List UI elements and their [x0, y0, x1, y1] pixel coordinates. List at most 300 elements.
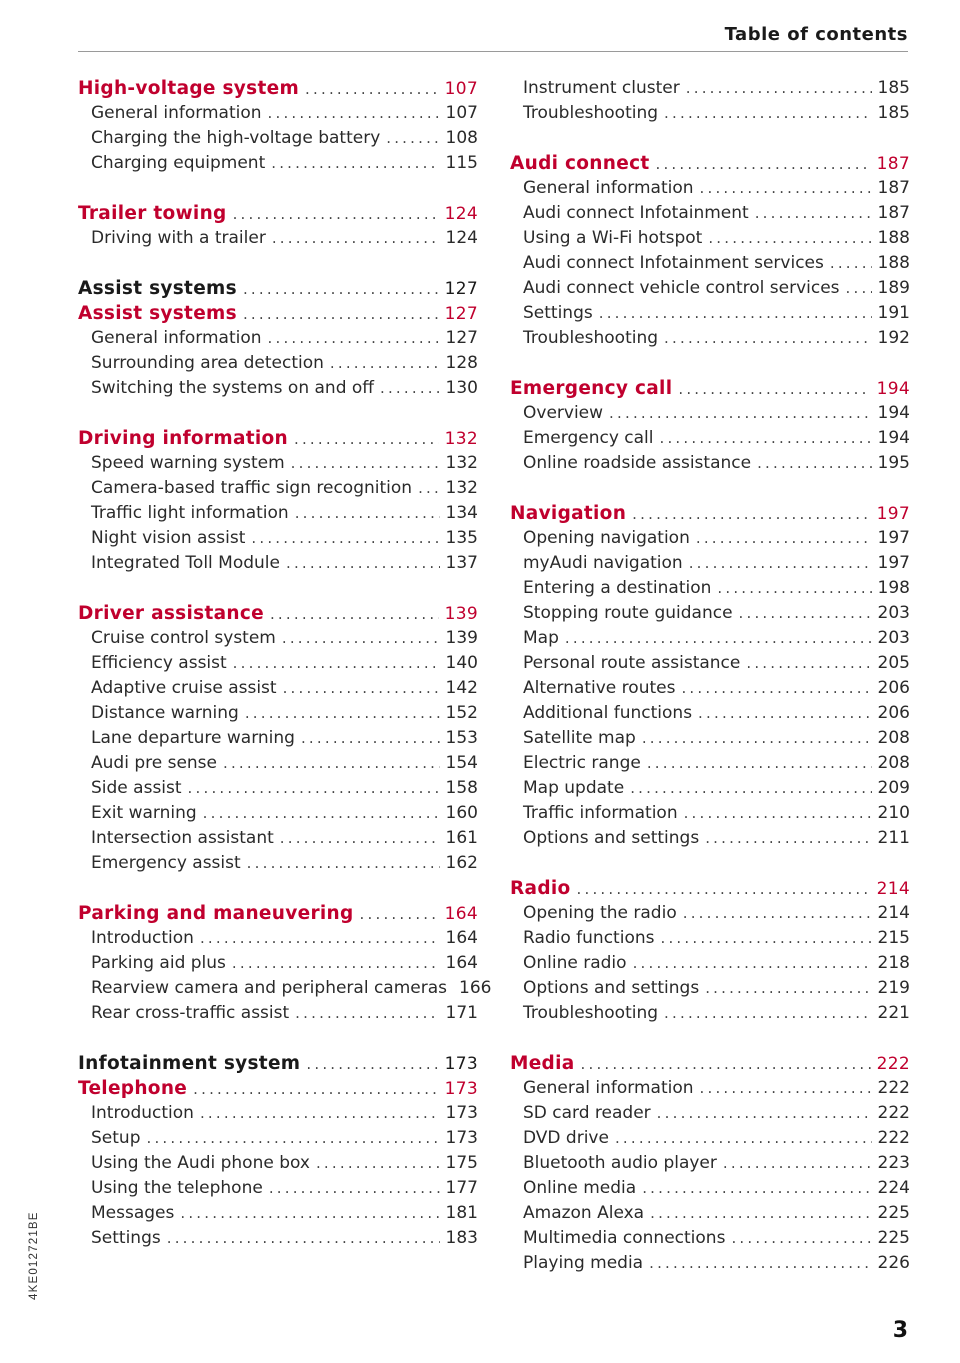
toc-entry[interactable]: [510, 101, 910, 126]
dot-leader: [180, 1201, 439, 1226]
toc-page-number: 127: [444, 304, 478, 324]
dot-leader: [291, 451, 440, 476]
toc-entry[interactable]: [78, 1126, 478, 1151]
toc-entry-label: Traffic light information: [91, 503, 289, 523]
toc-entry[interactable]: [510, 901, 910, 926]
toc-entry-label: Instrument cluster: [523, 78, 680, 98]
dot-leader: [705, 826, 871, 851]
dot-leader: [245, 701, 440, 726]
toc-entry-label: Emergency assist: [91, 853, 241, 873]
section-spacer: [510, 476, 910, 501]
dot-leader: [418, 476, 439, 501]
toc-page-number: 214: [877, 903, 910, 923]
toc-entry-label: Lane departure warning: [91, 728, 295, 748]
toc-entry[interactable]: [78, 651, 478, 676]
toc-entry[interactable]: [78, 626, 478, 651]
toc-entry-label: Additional functions: [523, 703, 693, 723]
toc-page-number: 222: [877, 1078, 910, 1098]
toc-entry[interactable]: [78, 676, 478, 701]
dot-leader: [306, 1052, 438, 1077]
toc-entry-label: Radio functions: [523, 928, 655, 948]
toc-page-number: 137: [445, 553, 478, 573]
toc-page-number: 177: [445, 1178, 478, 1198]
toc-entry[interactable]: [78, 476, 478, 501]
toc-entry-label: Opening navigation: [523, 528, 690, 548]
toc-page-number: 132: [444, 429, 478, 449]
toc-section-heading[interactable]: [510, 151, 910, 176]
toc-entry-label: Amazon Alexa: [523, 1203, 645, 1223]
toc-entry[interactable]: [78, 101, 478, 126]
toc-entry-label: Online media: [523, 1178, 637, 1198]
toc-page-number: 188: [877, 253, 910, 273]
toc-entry-label: Troubleshooting: [523, 103, 659, 123]
section-spacer: [78, 876, 478, 901]
toc-entry-label: Adaptive cruise assist: [91, 678, 277, 698]
dot-leader: [200, 926, 440, 951]
toc-entry[interactable]: [510, 726, 910, 751]
dot-leader: [305, 77, 439, 102]
dot-leader: [283, 676, 440, 701]
toc-page-number: 185: [877, 78, 910, 98]
toc-page-number: 185: [877, 103, 910, 123]
toc-page-number: 208: [877, 753, 910, 773]
toc-page-number: 222: [877, 1103, 910, 1123]
dot-leader: [650, 1201, 871, 1226]
toc-page-number: 197: [876, 504, 910, 524]
dot-leader: [664, 326, 872, 351]
toc-entry-label: Audi connect vehicle control services: [523, 278, 840, 298]
toc-page-number: 195: [877, 453, 910, 473]
toc-page-number: 194: [876, 379, 910, 399]
dot-leader: [700, 1076, 872, 1101]
toc-page-number: 191: [877, 303, 910, 323]
toc-section-heading[interactable]: [78, 301, 478, 326]
dot-leader: [233, 202, 439, 227]
toc-entry[interactable]: [510, 1201, 910, 1226]
dot-leader: [660, 926, 871, 951]
dot-leader: [684, 801, 872, 826]
toc-entry[interactable]: [78, 926, 478, 951]
dot-leader: [633, 951, 872, 976]
toc-entry-label: SD card reader: [523, 1103, 651, 1123]
toc-entry-label: Playing media: [523, 1253, 644, 1273]
toc-page-number: 161: [445, 828, 478, 848]
dot-leader: [233, 651, 440, 676]
toc-entry-label: Online roadside assistance: [523, 453, 752, 473]
toc-entry[interactable]: [510, 826, 910, 851]
dot-leader: [731, 1226, 871, 1251]
toc-entry-label: Entering a destination: [523, 578, 712, 598]
section-spacer: [78, 401, 478, 426]
toc-entry[interactable]: [510, 451, 910, 476]
toc-section-heading[interactable]: [510, 501, 910, 526]
dot-leader: [272, 226, 440, 251]
toc-entry-label: Audi connect Infotainment: [523, 203, 749, 223]
toc-page-number: 194: [877, 428, 910, 448]
toc-entry[interactable]: [78, 226, 478, 251]
toc-entry-label: Night vision assist: [91, 528, 246, 548]
toc-section-heading[interactable]: [510, 1051, 910, 1076]
dot-leader: [686, 76, 872, 101]
toc-entry[interactable]: [78, 1001, 478, 1026]
toc-page-number: 187: [877, 203, 910, 223]
toc-page-number: 214: [876, 879, 910, 899]
toc-entry-label: Bluetooth audio player: [523, 1153, 717, 1173]
toc-entry-label: Assist systems: [78, 303, 237, 324]
toc-entry-label: High-voltage system: [78, 78, 300, 99]
toc-entry-label: Distance warning: [91, 703, 239, 723]
toc-section-heading[interactable]: [78, 901, 478, 926]
toc-entry[interactable]: [78, 551, 478, 576]
toc-section-heading[interactable]: [78, 1076, 478, 1101]
dot-leader: [683, 901, 872, 926]
toc-page-number: 219: [877, 978, 910, 998]
toc-entry-label: Personal route assistance: [523, 653, 741, 673]
toc-page-number: 132: [445, 453, 478, 473]
toc-page-number: 211: [877, 828, 910, 848]
toc-section-heading[interactable]: [78, 276, 478, 301]
toc-entry-label: Troubleshooting: [523, 1003, 659, 1023]
page-title: Table of contents: [724, 24, 908, 45]
toc-entry[interactable]: [510, 1251, 910, 1276]
toc-page-number: 160: [445, 803, 478, 823]
toc-page-number: 173: [444, 1079, 478, 1099]
toc-section-heading[interactable]: [78, 76, 478, 101]
toc-page-number: 164: [445, 953, 478, 973]
toc-entry[interactable]: [510, 1176, 910, 1201]
dot-leader: [664, 1001, 872, 1026]
toc-entry[interactable]: [78, 451, 478, 476]
toc-page-number: 203: [877, 628, 910, 648]
toc-page-number: 107: [444, 79, 478, 99]
toc-entry[interactable]: [78, 501, 478, 526]
toc-entry[interactable]: [510, 426, 910, 451]
toc-page-number: 189: [877, 278, 910, 298]
toc-entry-label: Efficiency assist: [91, 653, 227, 673]
toc-entry-label: Messages: [91, 1203, 175, 1223]
toc-entry-label: Settings: [523, 303, 593, 323]
toc-page-number: 222: [876, 1054, 910, 1074]
toc-section-heading[interactable]: [78, 426, 478, 451]
toc-entry[interactable]: [510, 401, 910, 426]
toc-entry[interactable]: [510, 626, 910, 651]
toc-page-number: 183: [445, 1228, 478, 1248]
toc-entry[interactable]: [510, 751, 910, 776]
toc-entry-label: Speed warning system: [91, 453, 285, 473]
section-spacer: [510, 126, 910, 151]
toc-entry[interactable]: [510, 201, 910, 226]
section-spacer: [78, 176, 478, 201]
toc-entry-label: Cruise control system: [91, 628, 276, 648]
toc-section-heading[interactable]: [510, 376, 910, 401]
dot-leader: [681, 676, 871, 701]
dot-leader: [723, 1151, 872, 1176]
toc-entry[interactable]: [510, 976, 910, 1001]
toc-page-number: 164: [444, 904, 478, 924]
toc-entry[interactable]: [510, 1151, 910, 1176]
dot-leader: [294, 427, 439, 452]
dot-leader: [280, 826, 440, 851]
toc-page-number: 124: [445, 228, 478, 248]
toc-page-number: 142: [445, 678, 478, 698]
toc-page-number: 152: [445, 703, 478, 723]
toc-entry-label: Parking and maneuvering: [78, 903, 354, 924]
toc-page-number: 162: [445, 853, 478, 873]
toc-entry-label: Integrated Toll Module: [91, 553, 280, 573]
toc-entry[interactable]: [78, 1101, 478, 1126]
toc-entry[interactable]: [510, 801, 910, 826]
toc-entry[interactable]: [78, 1226, 478, 1251]
toc-entry-label: Audi pre sense: [91, 753, 217, 773]
toc-entry-label: Alternative routes: [523, 678, 676, 698]
toc-entry[interactable]: [510, 1226, 910, 1251]
toc-entry-label: Assist systems: [78, 278, 237, 299]
toc-entry[interactable]: [78, 1176, 478, 1201]
dot-leader: [188, 776, 440, 801]
toc-entry-label: Using the Audi phone box: [91, 1153, 310, 1173]
toc-page-number: 139: [444, 604, 478, 624]
toc-entry[interactable]: [78, 776, 478, 801]
toc-page-number: 134: [445, 503, 478, 523]
dot-leader: [632, 502, 870, 527]
toc-entry-label: Media: [510, 1053, 575, 1074]
dot-leader: [656, 152, 871, 177]
toc-entry[interactable]: [510, 551, 910, 576]
toc-page-number: 171: [445, 1003, 478, 1023]
toc-entry[interactable]: [510, 1126, 910, 1151]
toc-page-number: 223: [877, 1153, 910, 1173]
dot-leader: [642, 1176, 871, 1201]
dot-leader: [705, 976, 871, 1001]
toc-page-number: 130: [445, 378, 478, 398]
toc-entry-label: Introduction: [91, 1103, 194, 1123]
toc-page-number: 175: [445, 1153, 478, 1173]
dot-leader: [830, 251, 872, 276]
toc-entry-label: Setup: [91, 1128, 141, 1148]
dot-leader: [647, 751, 872, 776]
section-spacer: [510, 1026, 910, 1051]
toc-entry-label: Map: [523, 628, 559, 648]
toc-page-number: 154: [445, 753, 478, 773]
dot-leader: [565, 626, 872, 651]
toc-entry[interactable]: [510, 1001, 910, 1026]
toc-entry-label: Online radio: [523, 953, 627, 973]
toc-entry[interactable]: [510, 776, 910, 801]
toc-page-number: 226: [877, 1253, 910, 1273]
dot-leader: [295, 501, 440, 526]
toc-page-number: 181: [445, 1203, 478, 1223]
dot-leader: [708, 226, 871, 251]
dot-leader: [746, 651, 871, 676]
header-divider: [78, 51, 908, 52]
toc-entry-label: Camera-based traffic sign recognition: [91, 478, 413, 498]
toc-page-number: 115: [445, 153, 478, 173]
toc-entry[interactable]: [78, 126, 478, 151]
toc-entry-label: Audi connect: [510, 153, 650, 174]
toc-entry[interactable]: [78, 976, 492, 1001]
toc-entry[interactable]: [510, 76, 910, 101]
toc-entry[interactable]: [510, 926, 910, 951]
toc-entry-label: Using the telephone: [91, 1178, 263, 1198]
toc-page-number: 215: [877, 928, 910, 948]
toc-entry[interactable]: [78, 526, 478, 551]
toc-entry[interactable]: [510, 576, 910, 601]
toc-entry[interactable]: [78, 351, 478, 376]
dot-leader: [386, 126, 439, 151]
toc-entry-label: Rear cross-traffic assist: [91, 1003, 290, 1023]
dot-leader: [660, 426, 872, 451]
section-spacer: [78, 251, 478, 276]
toc-entry-label: Rearview camera and peripheral cameras: [91, 978, 448, 998]
dot-leader: [270, 602, 439, 627]
dot-leader: [664, 101, 872, 126]
toc-entry-label: Parking aid plus: [91, 953, 226, 973]
toc-page-number: 225: [877, 1203, 910, 1223]
toc-entry-label: myAudi navigation: [523, 553, 683, 573]
toc-entry[interactable]: [78, 951, 478, 976]
toc-entry-label: Infotainment system: [78, 1053, 301, 1074]
toc-page-number: 209: [877, 778, 910, 798]
toc-entry[interactable]: [78, 826, 478, 851]
toc-page-number: 206: [877, 703, 910, 723]
dot-leader: [599, 301, 872, 326]
dot-leader: [271, 151, 439, 176]
toc-entry[interactable]: [510, 176, 910, 201]
section-spacer: [78, 1026, 478, 1051]
toc-entry[interactable]: [510, 276, 910, 301]
toc-page-number: 221: [877, 1003, 910, 1023]
dot-leader: [200, 1101, 440, 1126]
dot-leader: [295, 1001, 439, 1026]
toc-entry[interactable]: [78, 151, 478, 176]
toc-entry-label: Trailer towing: [78, 203, 227, 224]
toc-section-heading[interactable]: [78, 1051, 478, 1076]
dot-leader: [577, 877, 871, 902]
dot-leader: [696, 526, 872, 551]
section-spacer: [510, 351, 910, 376]
toc-entry-label: Driving with a trailer: [91, 228, 266, 248]
section-spacer: [78, 576, 478, 601]
toc-page-number: 203: [877, 603, 910, 623]
dot-leader: [243, 277, 439, 302]
toc-entry[interactable]: [78, 726, 478, 751]
toc-entry-label: Switching the systems on and off: [91, 378, 374, 398]
toc-entry[interactable]: [510, 326, 910, 351]
toc-entry[interactable]: [510, 1076, 910, 1101]
toc-page-number: 128: [445, 353, 478, 373]
toc-entry-label: Options and settings: [523, 828, 700, 848]
toc-entry-label: Introduction: [91, 928, 194, 948]
toc-entry-label: General information: [91, 103, 262, 123]
toc-entry-label: Exit warning: [91, 803, 197, 823]
dot-leader: [251, 526, 439, 551]
toc-entry-label: General information: [523, 1078, 694, 1098]
toc-entry[interactable]: [78, 326, 478, 351]
toc-page-number: 173: [444, 1054, 478, 1074]
toc-entry-label: Navigation: [510, 503, 627, 524]
toc-entry[interactable]: [510, 251, 910, 276]
toc-entry-label: Stopping route guidance: [523, 603, 733, 623]
dot-leader: [268, 101, 440, 126]
toc-entry[interactable]: [78, 801, 478, 826]
dot-leader: [649, 1251, 871, 1276]
toc-page-number: 127: [445, 328, 478, 348]
toc-entry-label: Map update: [523, 778, 625, 798]
toc-entry[interactable]: [78, 751, 478, 776]
toc-entry[interactable]: [78, 701, 478, 726]
toc-page-number: 206: [877, 678, 910, 698]
toc-entry[interactable]: [510, 676, 910, 701]
toc-entry-label: Settings: [91, 1228, 161, 1248]
toc-entry-label: Using a Wi-Fi hotspot: [523, 228, 703, 248]
toc-entry[interactable]: [78, 1151, 478, 1176]
toc-entry[interactable]: [510, 226, 910, 251]
dot-leader: [269, 1176, 440, 1201]
dot-leader: [757, 451, 871, 476]
toc-entry[interactable]: [510, 701, 910, 726]
dot-leader: [286, 551, 440, 576]
toc-page-number: 225: [877, 1228, 910, 1248]
toc-section-heading[interactable]: [510, 876, 910, 901]
toc-page-number: 132: [445, 478, 478, 498]
dot-leader: [739, 601, 872, 626]
dot-leader: [243, 302, 439, 327]
dot-leader: [581, 1052, 871, 1077]
toc-entry-label: Electric range: [523, 753, 641, 773]
toc-page-number: 194: [877, 403, 910, 423]
dot-leader: [700, 176, 872, 201]
toc-entry-label: Opening the radio: [523, 903, 677, 923]
toc-entry[interactable]: [510, 526, 910, 551]
toc-entry[interactable]: [510, 951, 910, 976]
toc-page-number: 166: [459, 978, 492, 998]
toc-entry[interactable]: [78, 376, 478, 401]
dot-leader: [330, 351, 440, 376]
toc-page-number: 124: [444, 204, 478, 224]
dot-leader: [846, 276, 872, 301]
toc-entry-label: DVD drive: [523, 1128, 609, 1148]
toc-section-heading[interactable]: [78, 601, 478, 626]
toc-entry[interactable]: [510, 601, 910, 626]
toc-entry-label: Radio: [510, 878, 571, 899]
toc-page-number: 127: [444, 279, 478, 299]
dot-leader: [316, 1151, 440, 1176]
toc-right-column: [510, 76, 910, 1276]
dot-leader: [380, 376, 440, 401]
toc-page-number: 208: [877, 728, 910, 748]
toc-page-number: 224: [877, 1178, 910, 1198]
dot-leader: [203, 801, 440, 826]
dot-leader: [689, 551, 872, 576]
toc-page-number: 158: [445, 778, 478, 798]
dot-leader: [301, 726, 440, 751]
toc-entry-label: Troubleshooting: [523, 328, 659, 348]
toc-page-number: 107: [445, 103, 478, 123]
dot-leader: [615, 1126, 872, 1151]
toc-entry-label: Telephone: [78, 1078, 188, 1099]
toc-section-heading[interactable]: [78, 201, 478, 226]
dot-leader: [630, 776, 871, 801]
dot-leader: [223, 751, 440, 776]
toc-entry-label: Charging equipment: [91, 153, 266, 173]
toc-entry[interactable]: [510, 301, 910, 326]
toc-entry-label: General information: [91, 328, 262, 348]
toc-entry[interactable]: [78, 1201, 478, 1226]
dot-leader: [193, 1077, 439, 1102]
toc-entry[interactable]: [510, 651, 910, 676]
toc-entry[interactable]: [78, 851, 478, 876]
toc-entry[interactable]: [510, 1101, 910, 1126]
